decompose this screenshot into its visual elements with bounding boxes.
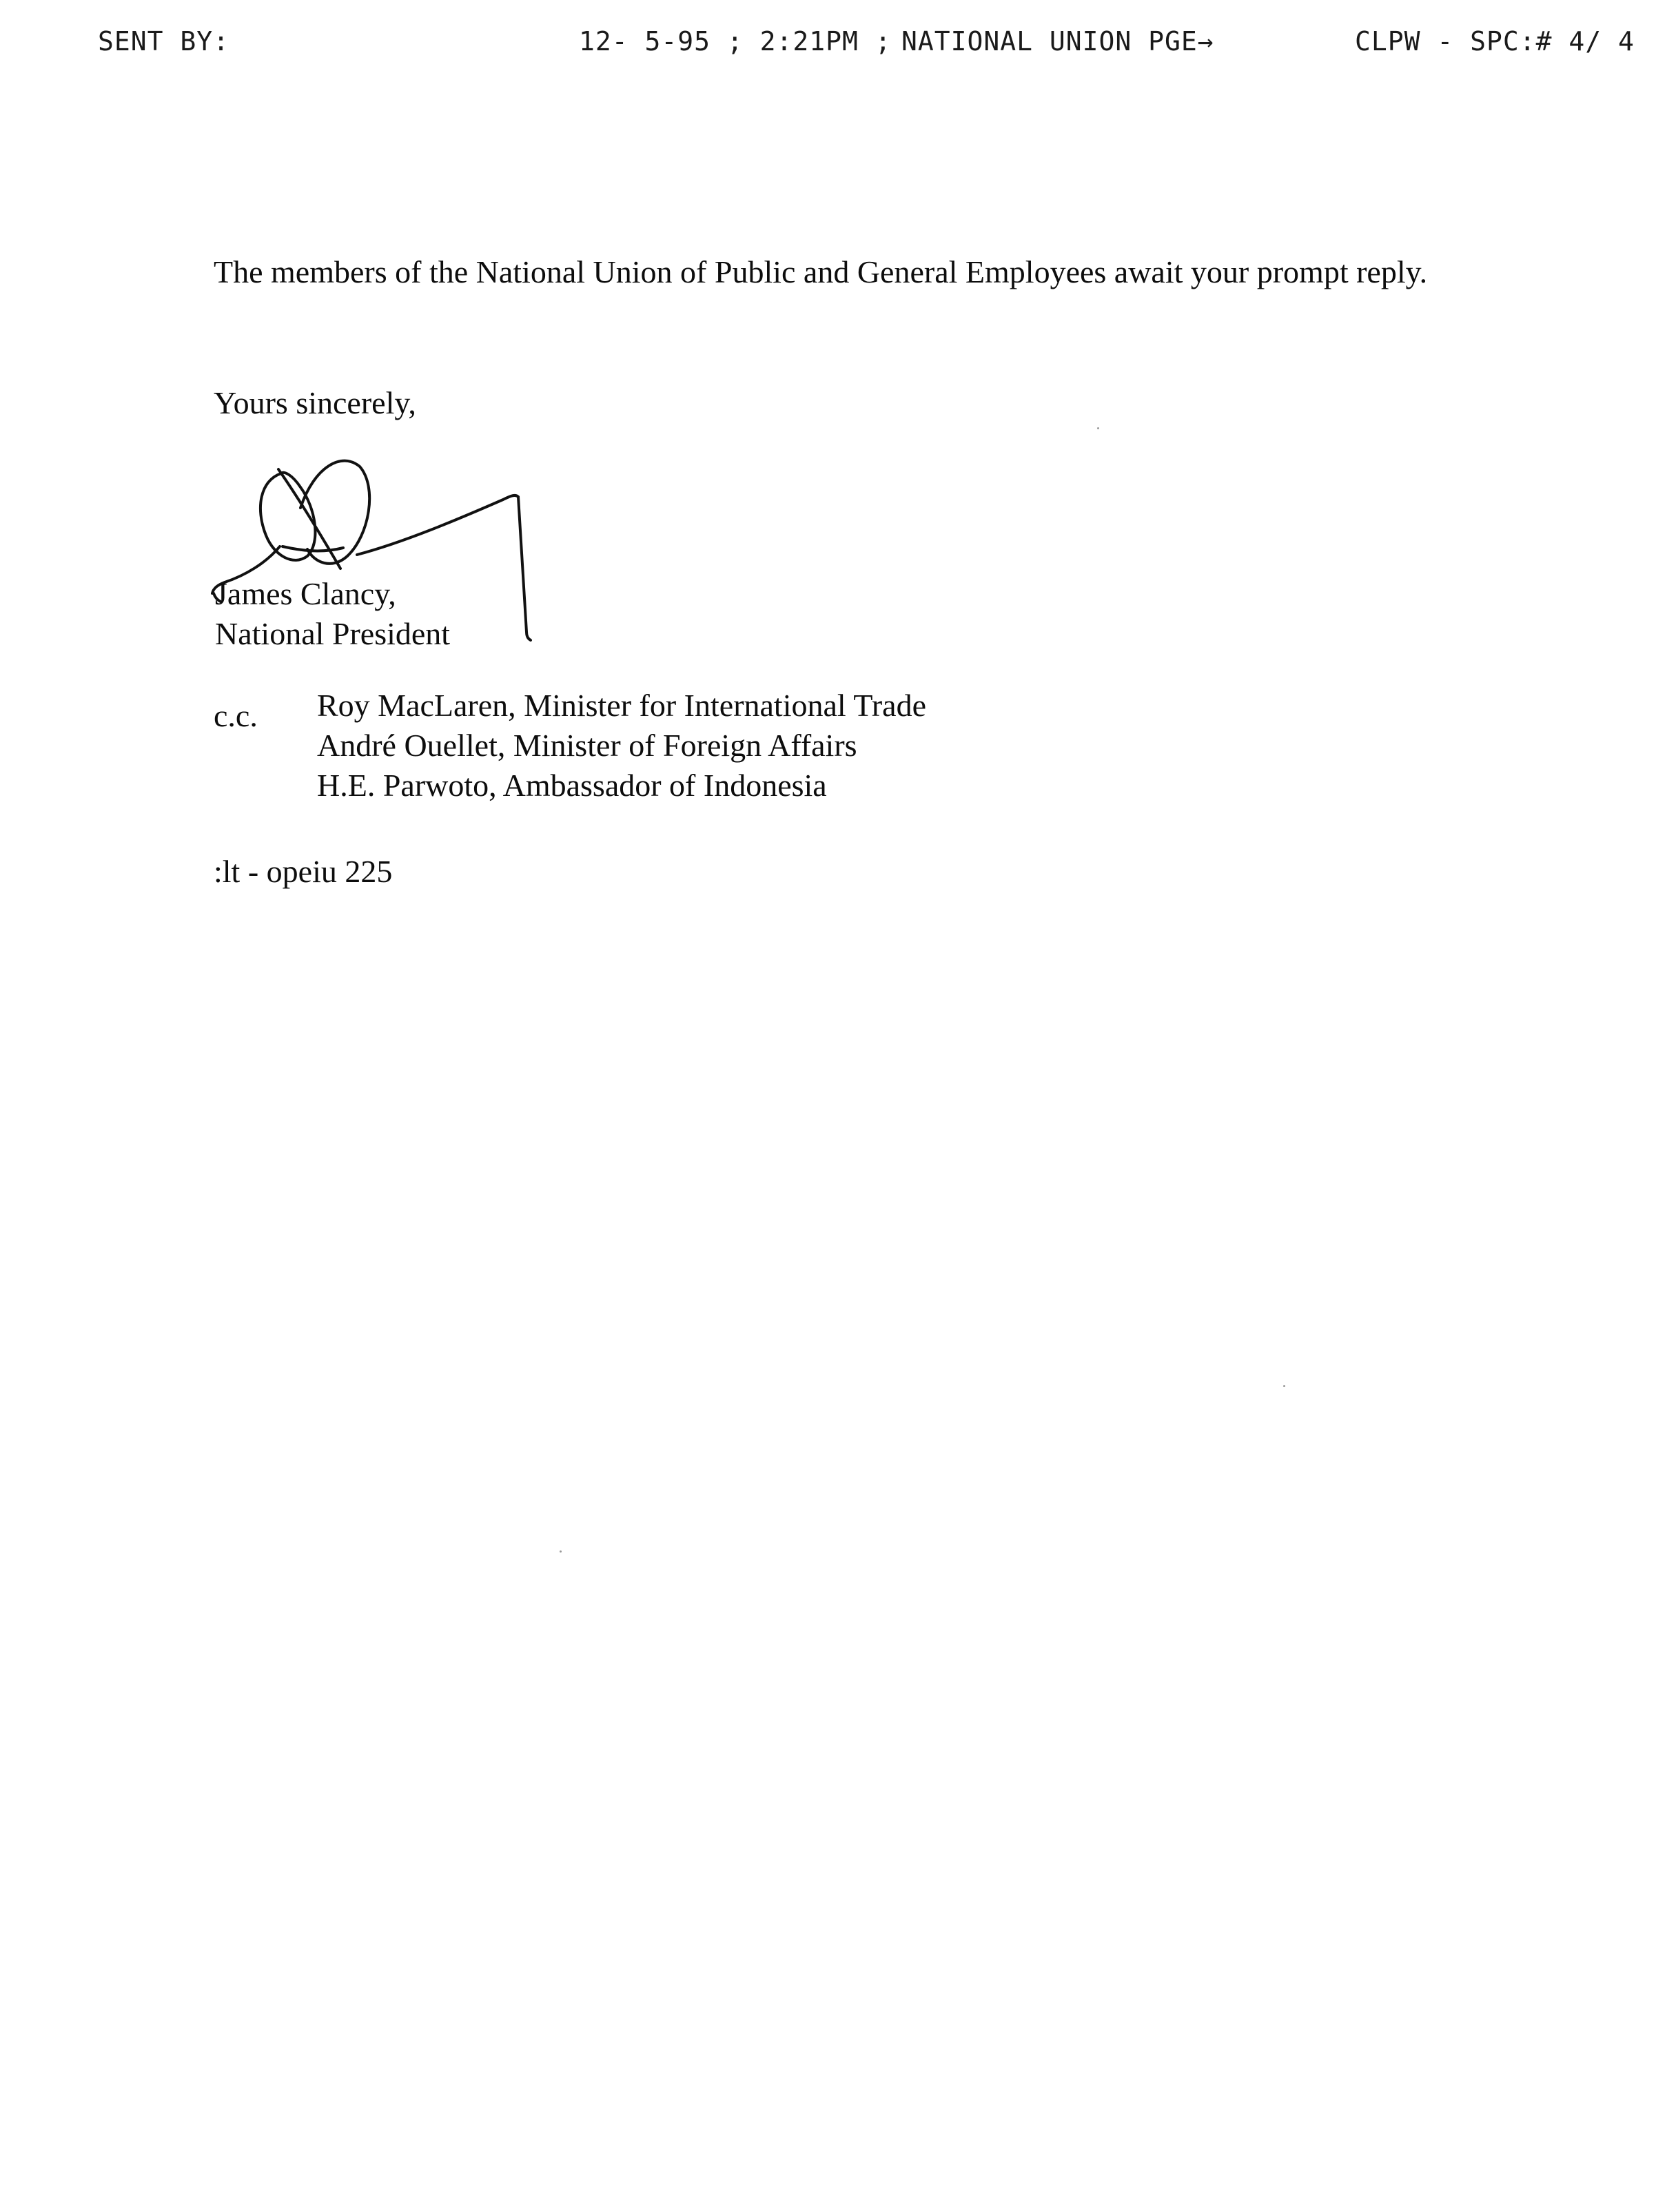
letter-body bbox=[214, 252, 1523, 889]
cc-recipient-list bbox=[317, 686, 926, 806]
typist-reference: :lt - opeiu 225 bbox=[214, 854, 393, 889]
fax-page-number: CLPW - SPC:# 4/ 4 bbox=[1355, 26, 1635, 57]
fax-datetime: 12- 5-95 ; 2:21PM ; bbox=[579, 26, 892, 57]
cc-recipient: H.E. Parwoto, Ambassador of Indonesia bbox=[317, 768, 827, 803]
cc-recipient: André Ouellet, Minister of Foreign Affairs bbox=[317, 728, 857, 763]
cc-recipient: Roy MacLaren, Minister for International Trade bbox=[317, 688, 926, 723]
fax-header bbox=[0, 26, 1676, 68]
scan-speck bbox=[1283, 1385, 1285, 1387]
signer-name: James Clancy, bbox=[215, 576, 396, 611]
signer-title: National President bbox=[215, 616, 451, 651]
closing-paragraph: The members of the National Union of Public and General Employees await your prompt reply. bbox=[214, 254, 1428, 289]
fax-sent-by: SENT BY: bbox=[98, 26, 230, 57]
salutation: Yours sincerely, bbox=[214, 385, 416, 420]
cc-label: c.c. bbox=[214, 698, 258, 733]
scan-speck bbox=[560, 1550, 562, 1553]
fax-sender: NATIONAL UNION PGE→ bbox=[901, 26, 1214, 57]
signer-block bbox=[215, 574, 450, 654]
scan-speck bbox=[1097, 427, 1099, 429]
